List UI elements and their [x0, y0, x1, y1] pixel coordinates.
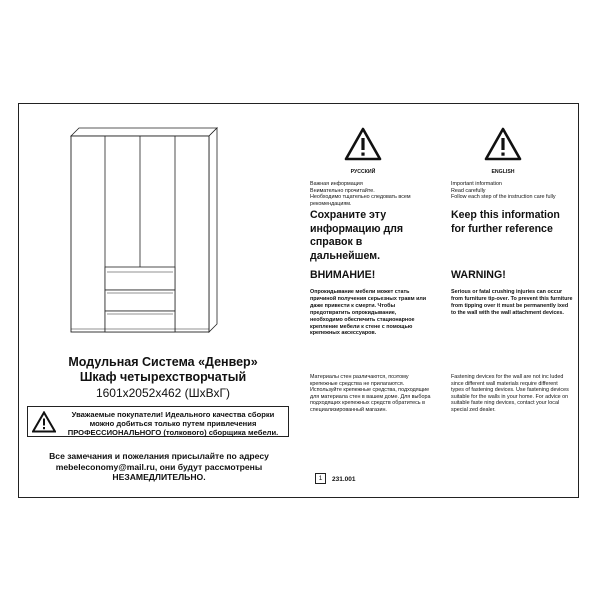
product-dimensions: 1601x2052x462 (ШхВхГ): [95, 386, 231, 400]
instruction-sheet: [18, 103, 579, 498]
warning-icon-russian: [344, 127, 382, 161]
english-fastening-text: Fastening devices for the wall are not inc luded since different wall materials require different types of fastening devices. Use fastening devices suitable for the walls in your home. For advice on suitable faste ning devices, contact your local special zed dealer.: [451, 374, 569, 413]
russian-intro-line: Внимательно прочитайте.: [310, 187, 375, 194]
wardrobe-drawing: [67, 126, 221, 338]
product-title: Модульная Система «Денвер»: [68, 355, 258, 369]
warning-icon-english: [484, 127, 522, 161]
product-subtitle: Шкаф четырехстворчатый: [79, 370, 247, 384]
feedback-text: Все замечания и пожелания присылайте по адресу mebeleconomy@mail.ru, они будут рассмотрены НЕЗАМЕДЛИТЕЛЬНО.: [49, 451, 269, 482]
english-keep-heading: Keep this information for further reference: [451, 209, 560, 235]
document-code: 231.001: [332, 476, 356, 483]
russian-intro-line: Необходимо тщательно следовать всем рекомендациям.: [310, 194, 411, 207]
language-label-russian: РУССКИЙ: [350, 169, 376, 175]
english-intro-line: Follow each step of the instruction care fully: [451, 194, 556, 201]
russian-keep-heading: Сохраните эту информацию для справок в дальнейшем.: [310, 209, 404, 262]
english-warning-text: Serious or fatal crushing injuries can occur from furniture tip-over. To prevent this furniture from tipping over it must be permanently ixed to the wall with the wall attachment devices.: [451, 289, 573, 316]
english-intro-line: Important information: [451, 181, 502, 187]
english-intro-line: Read carefully: [451, 187, 486, 194]
language-label-english: ENGLISH: [491, 169, 515, 175]
page-number: 1: [315, 473, 326, 484]
english-intro: [451, 181, 569, 201]
russian-intro: [310, 181, 435, 207]
warning-triangle-icon: [32, 411, 56, 433]
russian-warning-heading: ВНИМАНИЕ!: [310, 269, 376, 281]
russian-warning-text: Опрокидывание мебели может стать причиной получения серьезных травм или даже привести к смерти. Чтобы предотвратить опрокидывание, необходимо обеспечить стационарное крепление мебели к стене с помощью крепежных аксессуаров.: [310, 289, 427, 337]
russian-fastening-text: Материалы стен различаются, поэтому крепежные средства не прилагаются. Используйте крепежные средства, подходящие для материала стен в вашем доме. Для выбора подходящих крепежных средств обратитесь в специализированный магазин.: [310, 374, 431, 413]
assembly-notice-box: [27, 406, 289, 437]
assembly-notice-text: Уважаемые покупатели! Идеального качества сборки можно добиться только путем привлечения ПРОФЕССИОНАЛЬНОГО (толкового) сборщика мебели.: [67, 410, 279, 438]
english-warning-heading: WARNING!: [451, 269, 506, 281]
russian-intro-line: Важная информация: [310, 181, 363, 187]
